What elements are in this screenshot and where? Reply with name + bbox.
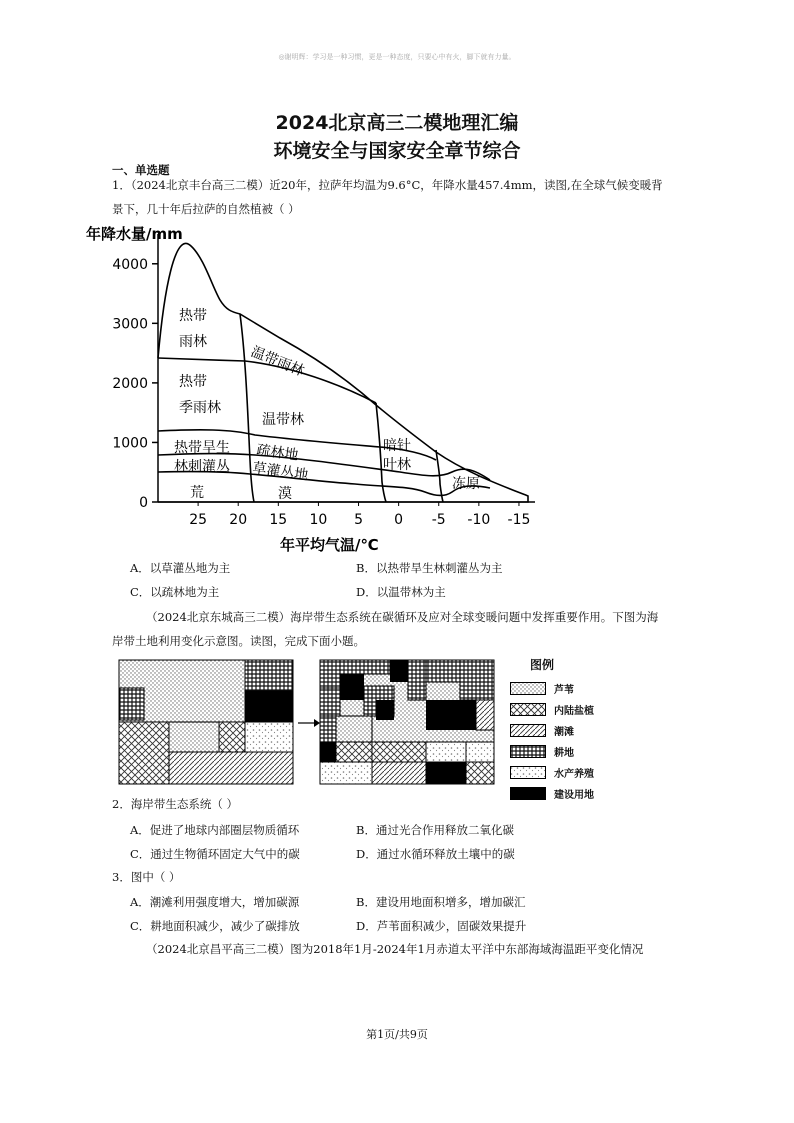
arrow-head xyxy=(314,719,320,727)
legend-swatch-aqua xyxy=(510,766,546,779)
label-rainforest: 雨林 xyxy=(179,334,207,350)
legend-item-built: 建设用地 xyxy=(510,783,594,804)
intro2-line2: 岸带土地利用变化示意图。读图，完成下面小题。 xyxy=(112,634,365,648)
q2-stem: 2．海岸带生态系统（ ） xyxy=(112,797,238,811)
chart-ylabel: 年降水量/mm xyxy=(86,225,183,243)
y-ticks xyxy=(112,257,158,511)
x-tick-label-8: -15 xyxy=(507,512,531,528)
label-temperate-rainforest: 温带雨林 xyxy=(248,343,307,380)
q3-option-c: C．耕地面积减少，减少了碳排放 xyxy=(130,919,300,933)
label-tropical2: 热带 xyxy=(179,374,207,390)
x-tick-label-2: 15 xyxy=(269,512,288,528)
header-note: ◎谢明辉：学习是一种习惯，更是一种态度，只要心中有火，脚下就有力量。 xyxy=(278,53,516,61)
legend-item-salt: 内陆盐植 xyxy=(510,699,594,720)
q1-stem-line2: 景下，几十年后拉萨的自然植被（ ） xyxy=(112,202,300,216)
x-tick-label-6: -5 xyxy=(431,512,446,528)
q1-stem-line1: 1．（2024北京丰台高三二模）近20年，拉萨年均温为9.6°C，年降水量457.4mm，读图,在全球气候变暖背 xyxy=(112,178,663,192)
page-number: 第1页/共9页 xyxy=(366,1028,428,1041)
y-tick-label-3: 3000 xyxy=(112,316,148,333)
q3-option-a: A．潮滩利用强度增大，增加碳源 xyxy=(130,895,300,909)
y-tick-label-4: 4000 xyxy=(112,256,148,273)
x-tick-label-1: 20 xyxy=(229,512,248,528)
x-tick-label-0: 25 xyxy=(189,512,208,528)
label-desert1: 荒 xyxy=(190,485,204,501)
q1-option-d: D．以温带林为主 xyxy=(356,585,446,599)
legend-item-tidal: 潮滩 xyxy=(510,720,594,741)
x-tick-label-5: 0 xyxy=(394,512,404,528)
x-tick-label-3: 10 xyxy=(309,512,328,528)
legend-swatch-crop xyxy=(510,745,546,758)
q1-option-b: B．以热带旱生林刺灌丛为主 xyxy=(356,561,503,575)
q2-option-a: A．促进了地球内部圈层物质循环 xyxy=(130,823,300,837)
label-desert2: 漠 xyxy=(278,486,292,502)
q1-option-a: A．以草灌丛地为主 xyxy=(130,561,231,575)
label-open-woodland: 疏林地 xyxy=(255,442,300,464)
y-tick-label-2: 2000 xyxy=(112,375,148,392)
q3-option-b: B．建设用地面积增多，增加碳汇 xyxy=(356,895,526,909)
land-use-before xyxy=(119,660,293,784)
label-conifer2: 叶林 xyxy=(383,457,411,473)
label-tropical: 热带 xyxy=(179,308,207,324)
legend-item-crop: 耕地 xyxy=(510,741,594,762)
land-use-legend xyxy=(510,656,594,804)
land-use-change-figure xyxy=(114,656,514,788)
label-monsoon-forest: 季雨林 xyxy=(179,400,221,416)
label-temperate-forest: 温带林 xyxy=(262,412,304,428)
x-tick-label-4: 5 xyxy=(354,512,363,528)
q3-option-d: D．芦苇面积减少，固碳效果提升 xyxy=(356,919,527,933)
legend-item-reed: 芦苇 xyxy=(510,678,594,699)
document-title: 2024北京高三二模地理汇编 xyxy=(275,112,519,134)
q2-option-d: D．通过水循环释放土壤中的碳 xyxy=(356,847,515,861)
legend-title: 图例 xyxy=(530,658,555,672)
q3-stem: 3．图中（ ） xyxy=(112,870,181,884)
chart-xlabel: 年平均气温/℃ xyxy=(280,536,379,554)
legend-swatch-reed xyxy=(510,682,546,695)
document-subtitle: 环境安全与国家安全章节综合 xyxy=(273,140,521,162)
q2-option-c: C．通过生物循环固定大气中的碳 xyxy=(130,847,300,861)
legend-swatch-tidal xyxy=(510,724,546,737)
label-shrubland: 草灌丛地 xyxy=(251,460,310,484)
land-use-after xyxy=(320,660,494,784)
y-tick-label-0: 0 xyxy=(139,495,148,511)
y-tick-label-1: 1000 xyxy=(112,435,148,452)
section-heading: 一、单选题 xyxy=(112,163,170,177)
label-tundra: 冻原 xyxy=(452,476,480,492)
q1-option-c: C．以疏林地为主 xyxy=(130,585,220,599)
vegetation-climate-chart xyxy=(80,220,550,560)
intro4-line1: （2024北京昌平高三二模）图为2018年1月-2024年1月赤道太平洋中东部海域海温距平变化情况 xyxy=(146,942,644,956)
q2-option-b: B．通过光合作用释放二氧化碳 xyxy=(356,823,514,837)
legend-swatch-salt xyxy=(510,703,546,716)
legend-item-aqua: 水产养殖 xyxy=(510,762,594,783)
x-ticks xyxy=(189,502,530,528)
label-thorn-shrub: 林刺灌丛 xyxy=(174,459,230,475)
intro2-line1: （2024北京东城高三二模）海岸带生态系统在碳循环及应对全球变暖问题中发挥重要作用。下图为海 xyxy=(146,610,659,624)
label-conifer1: 暗针 xyxy=(383,438,411,454)
label-tropical-dry: 热带旱生 xyxy=(174,440,230,456)
x-tick-label-7: -10 xyxy=(467,512,491,528)
